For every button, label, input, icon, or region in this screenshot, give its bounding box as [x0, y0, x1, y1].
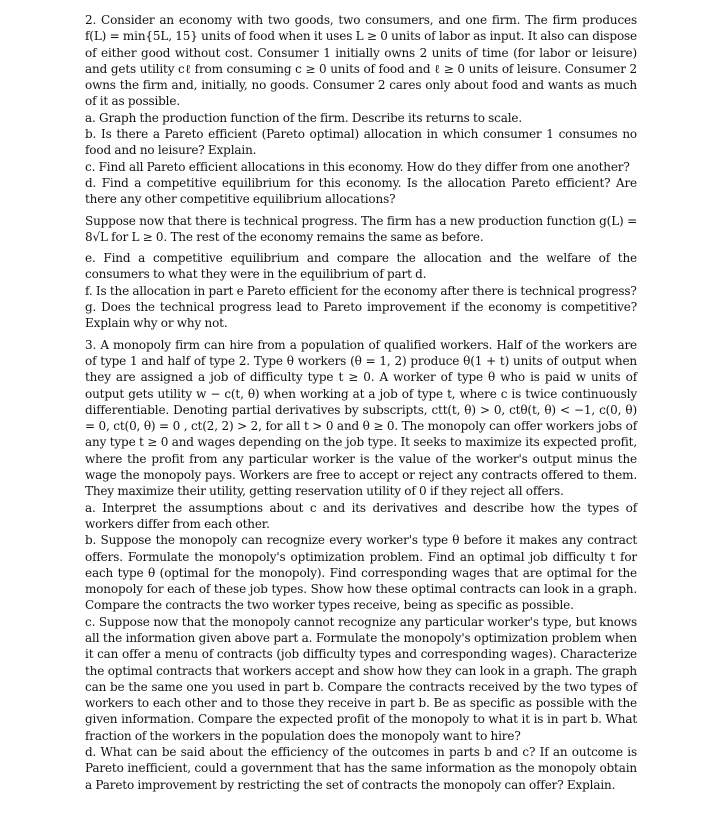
problem-2-part-b: b. Is there a Pareto efficient (Pareto optimal) allocation in which consumer 1 consumes no food and no leisure? Explain.: [85, 127, 637, 158]
problem-2-part-f: f. Is the allocation in part e Pareto efficient for the economy after there is technical progress?: [85, 283, 637, 298]
problem-2-part-e: e. Find a competitive equilibrium and compare the allocation and the welfare of the consumers to what they were in the equilibrium of part d.: [85, 251, 637, 282]
problem-3-part-b: b. Suppose the monopoly can recognize every worker's type θ before it makes any contract offers. Formulate the monopoly's optimization problem. Find an optimal job difficulty t for each type θ (optimal for the monopoly). Find corresponding wages that are optimal for the monopoly for each of these job types. Show how these optimal contracts can look in a graph. Compare the contracts the two worker types receive, being as specific as possible.: [85, 533, 637, 613]
problem-2-part-a: a. Graph the production function of the firm. Describe its returns to scale.: [85, 110, 523, 125]
problem-3: [85, 337, 637, 793]
problem-2-part-c: c. Find all Pareto efficient allocations in this economy. How do they differ from one another?: [85, 159, 630, 174]
problem-2-technical-progress: Suppose now that there is technical progress. The firm has a new production function g(L) = 8√L for L ≥ 0. The rest of the economy remains the same as before.: [85, 213, 637, 244]
problem-2-intro: 2. Consider an economy with two goods, two consumers, and one firm. The firm produces f(L) = min{5L, 15} units of food when it uses L ≥ 0 units of labor as input. It also can dispose of either good without cost. Consumer 1 initially owns 2 units of time (for labor or leisure) and gets utility cℓ from consuming c ≥ 0 units of food and ℓ ≥ 0 units of leisure. Consumer 2 owns the firm and, initially, no goods. Consumer 2 cares only about food and wants as much of it as possible.: [85, 13, 637, 109]
problem-3-part-d: d. What can be said about the efficiency of the outcomes in parts b and c? If an outcome is Pareto inefficient, could a government that has the same information as the monopoly obtain a Pareto improvement by restricting the set of contracts the monopoly can offer? Explain.: [85, 745, 637, 792]
problem-3-part-c: c. Suppose now that the monopoly cannot recognize any particular worker's type, but knows all the information given above part a. Formulate the monopoly's optimization problem when it can offer a menu of contracts (job difficulty types and corresponding wages). Characterize the optimal contracts that workers accept and show how they can look in a graph. The graph can be the same one you used in part b. Compare the contracts received by the two types of workers to each other and to those they receive in part b. Be as specific as possible with the given information. Compare the expected profit of the monopoly to what it is in part b. What fraction of the workers in the population does the monopoly want to hire?: [85, 614, 637, 743]
problem-2-part-g: g. Does the technical progress lead to Pareto improvement if the economy is competitive? Explain why or why not.: [85, 300, 637, 331]
problem-3-part-a: a. Interpret the assumptions about c and its derivatives and describe how the types of workers differ from each other.: [85, 500, 637, 531]
problem-2-part-d: d. Find a competitive equilibrium for this economy. Is the allocation Pareto efficient? Are there any other competitive equilibrium allocations?: [85, 175, 637, 207]
problem-2: [85, 12, 637, 332]
problem-3-intro: 3. A monopoly firm can hire from a population of qualified workers. Half of the workers are of type 1 and half of type 2. Type θ workers (θ = 1, 2) produce θ(1 + t) units of output when they are assigned a job of difficulty type t ≥ 0. A worker of type θ who is paid w units of output gets utility w − c(t, θ) when working at a job of type t, where c is twice continuously differentiable. Denoting partial derivatives by subscripts, ctt(t, θ) > 0, ctθ(t, θ) < −1, c(0, θ) = 0, ct(0, θ) = 0 , ct(2, 2) > 2, for all t > 0 and θ ≥ 0. The monopoly can offer workers jobs of any type t ≥ 0 and wages depending on the job type. It seeks to maximize its expected profit, where the profit from any particular worker is the value of the worker's output minus the wage the monopoly pays. Workers are free to accept or reject any contracts offered to them. They maximize their utility, getting reservation utility of 0 if they reject all offers.: [85, 337, 637, 499]
